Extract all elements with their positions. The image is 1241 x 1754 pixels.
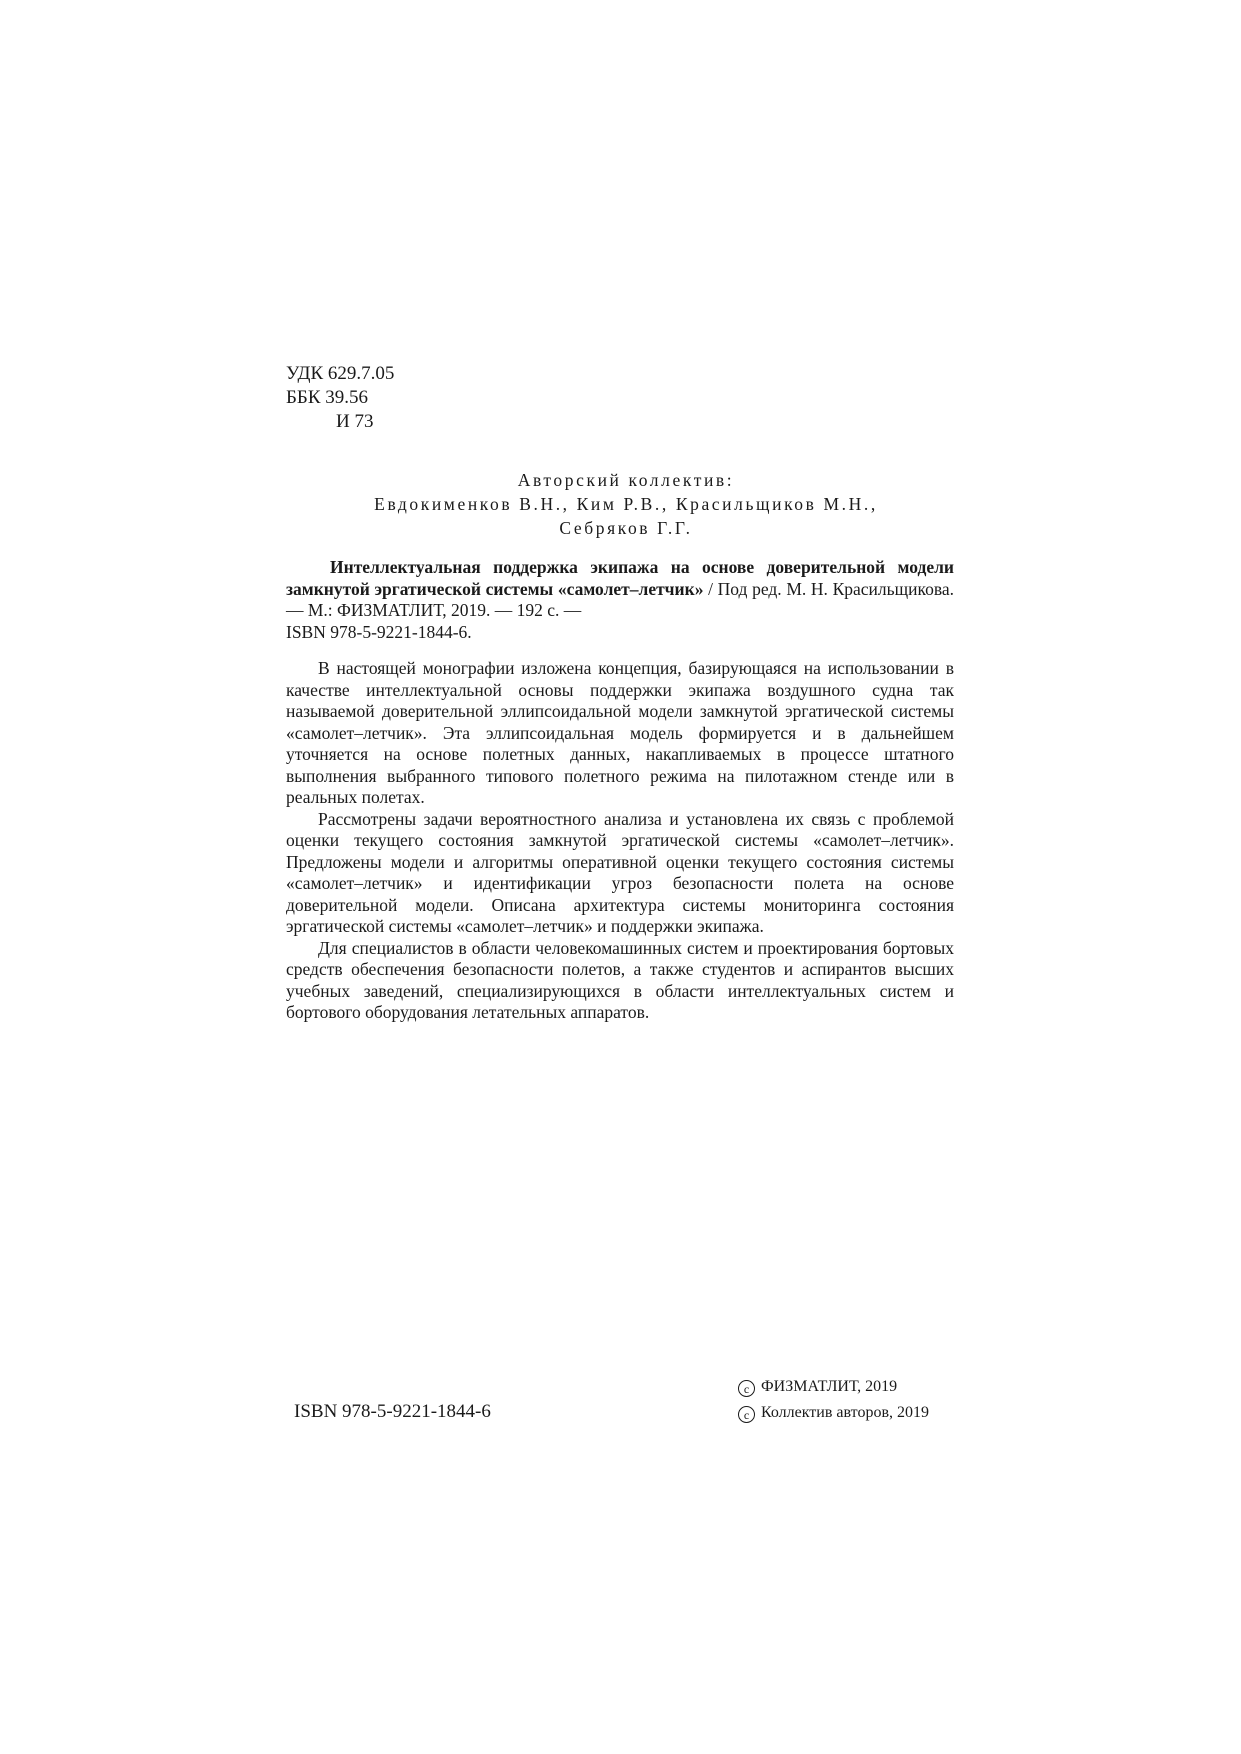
abstract (286, 658, 954, 1024)
publication-details: / Под ред. М. Н. Красильщикова. — М.: ФИЗМАТЛИТ, 2019. — 192 с. — (286, 578, 954, 620)
abstract-paragraph-3: Для специалистов в области человекомашинных систем и проектирования бортовых средств обеспечения безопасности полетов, а также студентов и аспирантов высших учебных заведений, специализирующихся в области интеллектуальных систем и бортового оборудования летательных аппаратов. (286, 937, 954, 1022)
authors-line-2: Себряков Г.Г. (559, 518, 693, 538)
author-mark: И 73 (336, 411, 374, 432)
bbk-code: ББК 39.56 (286, 387, 368, 408)
footer-isbn: ISBN 978-5-9221-1844-6 (294, 1401, 491, 1422)
copyright-icon: c (738, 1380, 755, 1397)
copyright-authors (738, 1400, 929, 1426)
copyright-block (738, 1374, 929, 1426)
authors-block (286, 468, 966, 540)
authors-heading: Авторский коллектив: (517, 470, 735, 490)
udk-code: УДК 629.7.05 (286, 363, 395, 384)
abstract-paragraph-2: Рассмотрены задачи вероятностного анализа и установлена их связь с проблемой оценки текущего состояния замкнутой эргатической системы «самолет–летчик». Предложены модели и алгоритмы оперативной оценки текущего состояния системы «самолет–летчик» и идентификации угроз безопасности полета на основе доверительной модели. Описана архитектура системы мониторинга состояния эргатической системы «самолет–летчик» и поддержки экипажа. (286, 808, 954, 936)
book-title: Интеллектуальная поддержка экипажа на основе доверительной модели замкнутой эргатической системы «самолет–летчик» (286, 557, 954, 599)
bibliographic-description (286, 557, 954, 643)
abstract-paragraph-1: В настоящей монографии изложена концепция, базирующаяся на использовании в качестве интеллектуальной основы поддержки экипажа воздушного судна так называемой доверительной эллипсоидальной модели замкнутой эргатической системы «самолет–летчик». Эта эллипсоидальная модель формируется и в дальнейшем уточняется на основе полетных данных, накапливаемых в процессе штатного выполнения выбранного типового полетного режима на пилотажном стенде или в реальных полетах. (286, 658, 954, 807)
copyright-authors-text: Коллектив авторов, 2019 (761, 1404, 929, 1421)
copyright-icon: c (738, 1406, 755, 1423)
copyright-publisher (738, 1374, 929, 1400)
biblio-isbn: ISBN 978-5-9221-1844-6. (286, 621, 472, 642)
classification-codes (286, 362, 394, 434)
authors-line-1: Евдокименков В.Н., Ким Р.В., Красильщиков М.Н., (374, 494, 878, 514)
copyright-publisher-text: ФИЗМАТЛИТ, 2019 (761, 1378, 898, 1395)
